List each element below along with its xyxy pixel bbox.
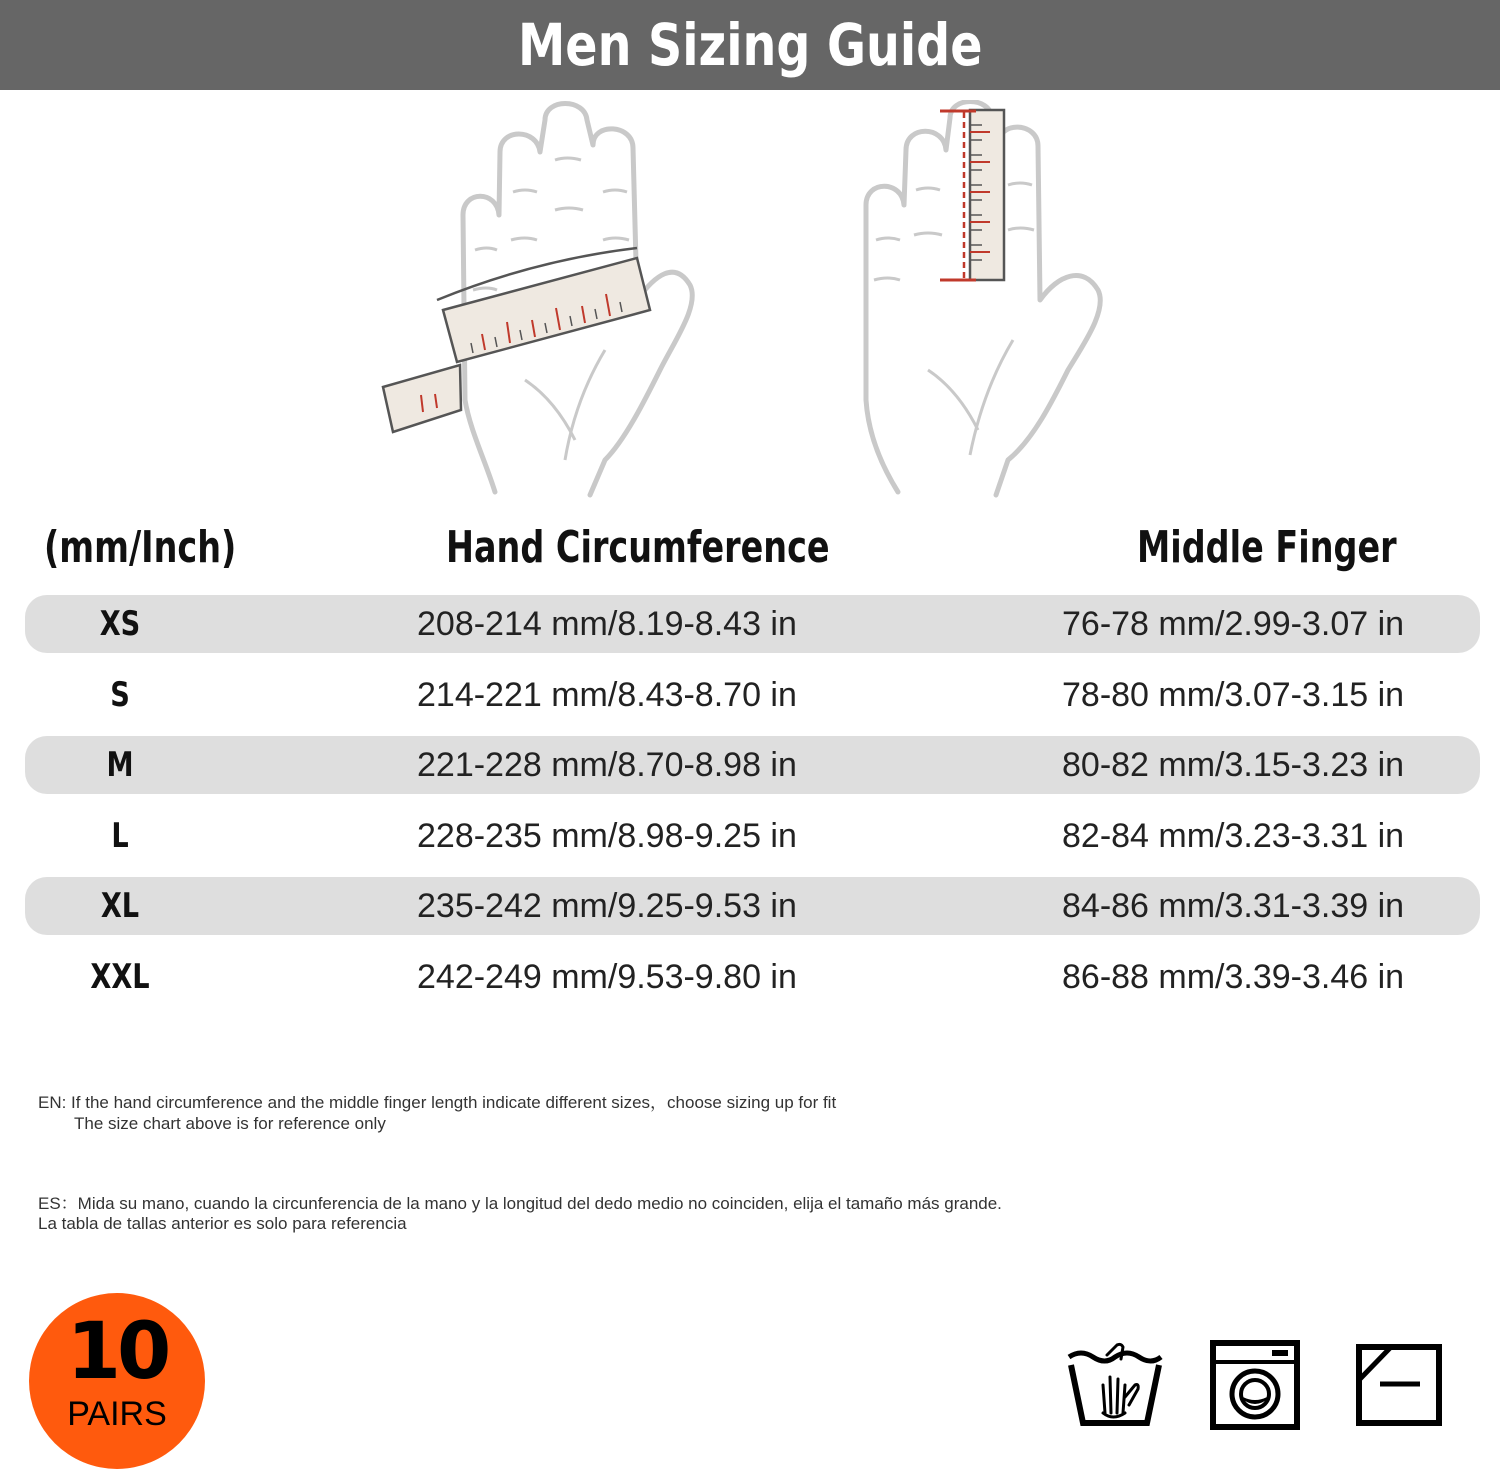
pairs-label: PAIRS: [67, 1395, 167, 1433]
hand-circumference-value: 214-221 mm/8.43-8.70 in: [417, 676, 797, 714]
table-row-l: [25, 807, 1480, 865]
middle-finger-value: 82-84 mm/3.23-3.31 in: [1062, 817, 1405, 855]
middle-finger-value: 84-86 mm/3.31-3.39 in: [1062, 887, 1405, 925]
size-label: XXL: [90, 957, 150, 997]
hand-circumference-value: 208-214 mm/8.19-8.43 in: [417, 605, 797, 643]
hand-circumference-value: 242-249 mm/9.53-9.80 in: [417, 958, 797, 996]
unit-header: (mm/Inch): [44, 522, 237, 573]
table-row-xl: [25, 877, 1480, 935]
hand-circumference-value: 235-242 mm/9.25-9.53 in: [417, 887, 797, 925]
table-row-xxl: [25, 948, 1480, 1006]
pairs-badge: [29, 1293, 205, 1469]
note-en-line1: EN: If the hand circumference and the middle finger length indicate different sizes，choose sizing up for fit: [38, 1093, 837, 1112]
size-label: XS: [99, 604, 141, 644]
size-label: M: [106, 745, 134, 785]
note-es-line1: ES：Mida su mano, cuando la circunferencia de la mano y la longitud del dedo medio no coinciden, elija el tamaño más grande.: [38, 1194, 1002, 1213]
middle-finger-illustration: [858, 100, 1118, 500]
hand-circumference-value: 221-228 mm/8.70-8.98 in: [417, 746, 797, 784]
pairs-count: 10: [66, 1307, 168, 1397]
hand-wash-icon: [1065, 1335, 1165, 1430]
hand-circumference-header: Hand Circumference: [446, 522, 830, 573]
size-label: XL: [100, 886, 140, 926]
hand-circumference-value: 228-235 mm/8.98-9.25 in: [417, 817, 797, 855]
machine-dry-icon: [1210, 1340, 1300, 1430]
middle-finger-value: 76-78 mm/2.99-3.07 in: [1062, 605, 1405, 643]
size-label: S: [110, 675, 130, 715]
table-row-s: [25, 666, 1480, 724]
line-dry-icon: [1356, 1344, 1442, 1426]
hand-circumference-illustration: [375, 100, 735, 500]
middle-finger-value: 86-88 mm/3.39-3.46 in: [1062, 958, 1405, 996]
table-row-m: [25, 736, 1480, 794]
page-title: Men Sizing Guide: [517, 11, 983, 79]
title-banner: [0, 0, 1500, 90]
middle-finger-value: 78-80 mm/3.07-3.15 in: [1062, 676, 1405, 714]
note-en-line2: The size chart above is for reference only: [74, 1114, 386, 1133]
note-es-line2: La tabla de tallas anterior es solo para referencia: [38, 1214, 407, 1233]
size-label: L: [111, 816, 129, 856]
middle-finger-value: 80-82 mm/3.15-3.23 in: [1062, 746, 1405, 784]
table-row-xs: [25, 595, 1480, 653]
middle-finger-header: Middle Finger: [1137, 522, 1397, 573]
